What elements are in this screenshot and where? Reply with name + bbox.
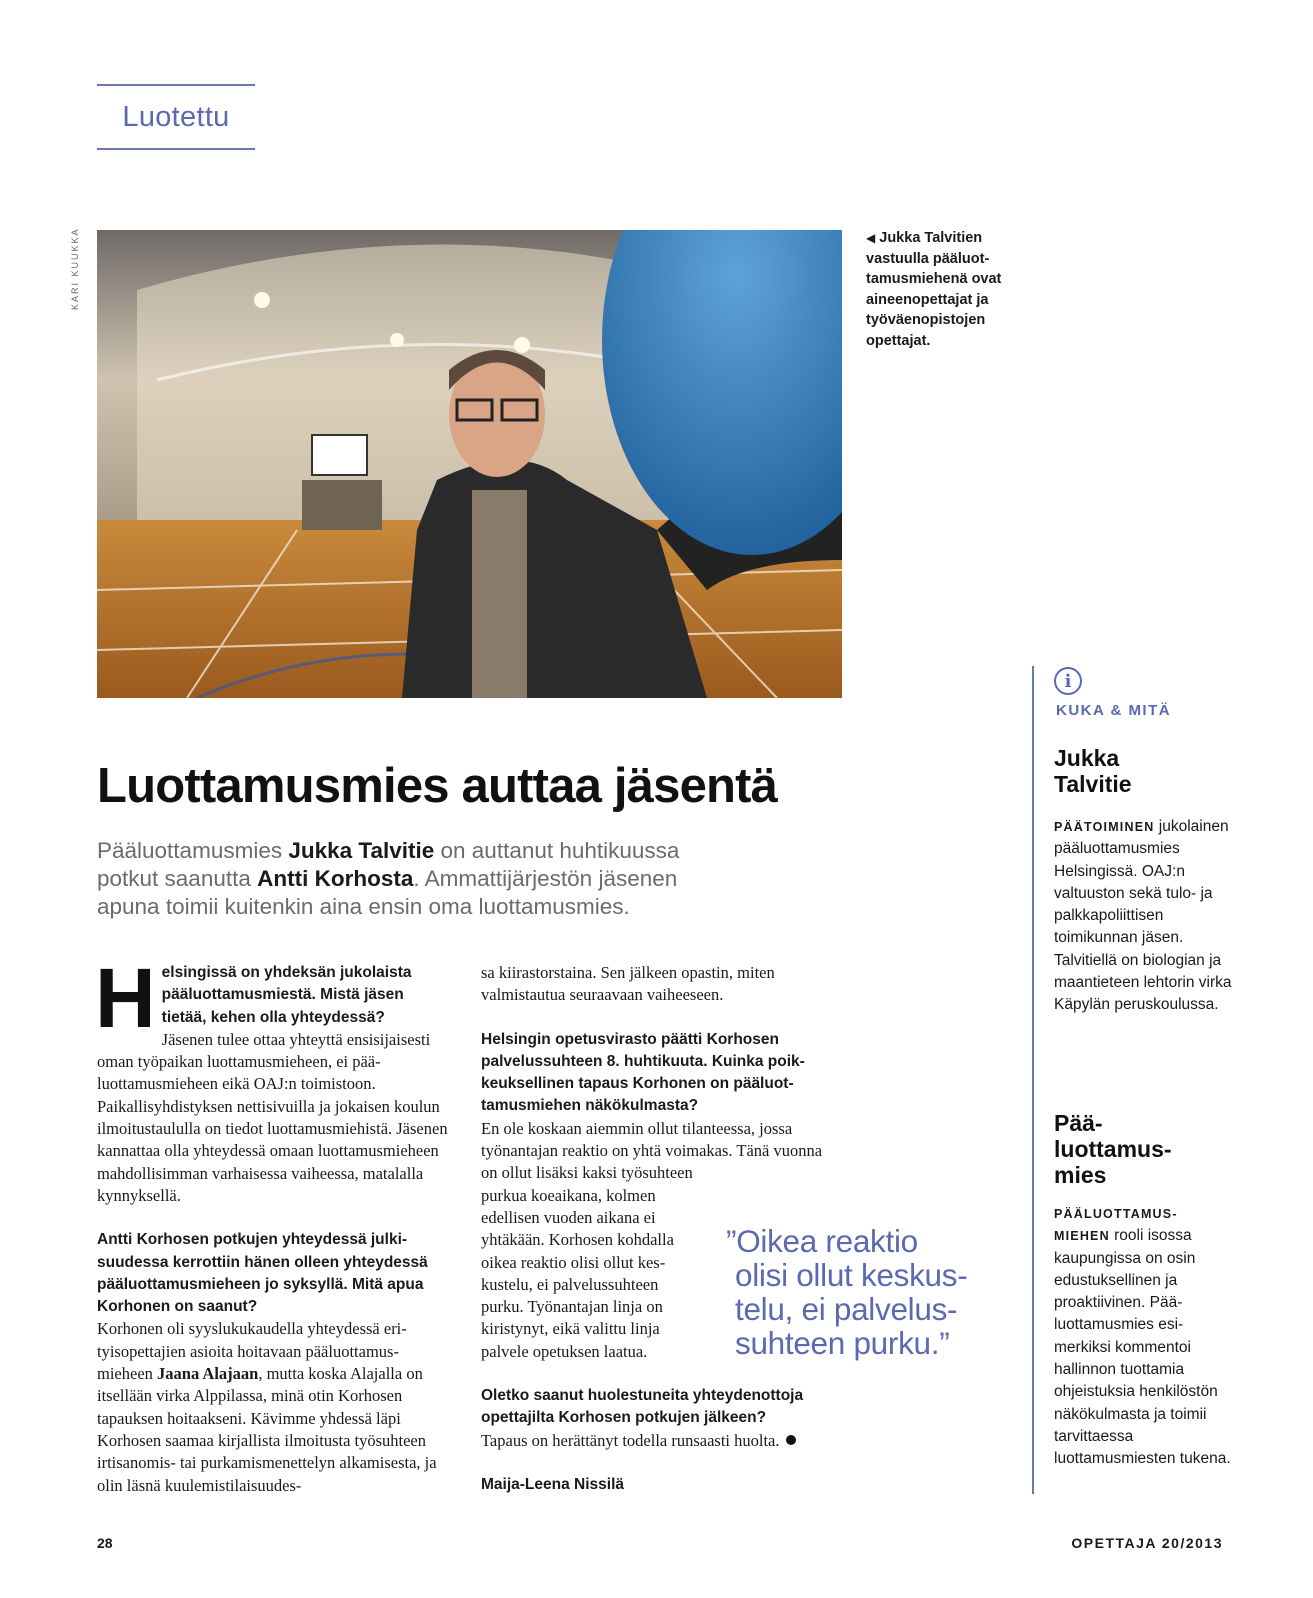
sidebar-heading-1-line-1: Jukka [1054, 745, 1120, 771]
section-tag [97, 84, 255, 150]
sidebar-paragraph-1-lead: PÄÄTOIMINEN [1054, 820, 1155, 834]
lead-text-3: . Ammattijärjestön jäsenen apuna toimii kuitenkin aina ensin oma luottamusmies. [97, 866, 678, 919]
pull-quote-line-2: olisi ollut keskus- [735, 1257, 968, 1293]
byline: Maija-Leena Nissilä [481, 1475, 625, 1493]
pull-quote [726, 1224, 986, 1360]
sidebar-paragraph-1 [1054, 816, 1234, 1017]
answer-4 [481, 1430, 833, 1452]
answer-3-wide: En ole koskaan aiemmin ollut tilanteessa, jossa työnantajan reaktio on yhtä voimakas. Tänä vuonna on ollut lisäksi kaksi työsuhteen [481, 1118, 823, 1183]
sidebar-paragraph-1-text: jukolainen pääluottamusmies Helsingissä. OAJ:n valtuuston sekä tulo- ja palkkapoliittisen toimikunnan jäsen. Talvitiellä on biologian ja maantieteen lehtorin virka Käpylän peruskoulussa. [1054, 818, 1232, 1014]
sidebar-heading-1-line-2: Talvitie [1054, 771, 1132, 797]
answer-2-continued: sa kiirastorstaina. Sen jälkeen opastin, miten valmistautua seuraavaan vaiheeseen. [481, 963, 775, 1005]
sidebar-rule [1032, 666, 1034, 1494]
lead-text-1: Pääluottamusmies [97, 838, 289, 863]
question-2: Antti Korhosen potkujen yhteydessä julkisuudessa kerrottiin hänen olleen yhteydessä pääluottamusmieheen jo syksyllä. Mitä apua Korhonen on saanut? [97, 1231, 428, 1316]
sidebar-heading-2-line-1: Pää- [1054, 1110, 1103, 1136]
sidebar-label: KUKA & MITÄ [1056, 702, 1172, 719]
drop-cap: H [95, 951, 156, 1045]
answer-2-text-1: Korhonen oli syyslukukaudella yhteydessä erityisopettajien asioita hoitavaan pääluottamusmieheen [97, 1319, 407, 1384]
sidebar-paragraph-2-lead-1: PÄÄLUOTTAMUS- [1054, 1207, 1178, 1221]
lead-name-1: Jukka Talvitie [288, 838, 435, 863]
question-3: Helsingin opetusvirasto päätti Korhosen palvelussuhteen 8. huhtikuuta. Kuinka poikkeuksellinen tapaus Korhonen on pääluottamusmiehen näkökulmasta? [481, 1030, 805, 1115]
question-1: elsingissä on yhdeksän jukolaista pääluottamusmiestä. Mistä jäsen tietää, kehen olla yhteydessä? [161, 964, 412, 1026]
question-4: Oletko saanut huolestuneita yhteydenottoja opettajilta Korhosen potkujen jälkeen? [481, 1387, 804, 1427]
pull-quote-line-1: ”Oikea reaktio [726, 1223, 918, 1259]
answer-2-text-3: alkamisesta, ja olin läsnä kuulemistilaisuudes- [97, 1453, 437, 1495]
gym-photo-illustration [97, 230, 842, 698]
photo-caption [866, 228, 1026, 351]
sidebar-paragraph-2-text: rooli isossa kaupungissa on osin edustuksellinen ja proaktiivinen. Pääluottamusmies esimerkiksi kommentoi hallinnon tuottamia ohjeistuksia henkilöstön näkökulmasta ja toimii tarvittaessa luottamusmiesten tukena. [1054, 1227, 1231, 1468]
left-arrow-icon: ◀ [866, 231, 876, 245]
sidebar-paragraph-2-lead-2: MIEHEN [1054, 1229, 1110, 1244]
pull-quote-line-4: suhteen purku.” [735, 1325, 950, 1361]
lead-text-2: on auttanut huhtikuussa potkut saanutta [97, 838, 680, 891]
lead-paragraph [97, 837, 737, 921]
info-icon: i [1054, 667, 1082, 695]
sidebar-heading-2 [1054, 1110, 1224, 1188]
answer-2-text-2: , mutta koska Alajalla on itsellään virka Alppilassa, minä otin Korhosen tapauksen hoitaakseni. Kävimme yhdessä läpi Korhosen saamaa kirjallista ilmoitusta työsuhteen irtisanomis- tai purkamismenettelyn [97, 1364, 427, 1473]
sidebar-paragraph-2 [1054, 1203, 1234, 1471]
answer-3-narrow: purkua koeaikana, kolmen edellisen vuoden aikana ei yhtäkään. Korhosen kohdalla oikea reaktio olisi ollut keskustelu, ei palvelussuhteen purku. Työnantajan linja on kiristynyt, eikä valittu linja palvele opetuksen laatua. [481, 1185, 674, 1361]
photo-credit: KARI KUUKKA [70, 227, 80, 310]
caption-text: Jukka Talvitien vastuulla pääluottamusmiehenä ovat aineenopettajat ja työväenopistojen opettajat. [866, 230, 1002, 349]
end-mark-icon [786, 1435, 796, 1445]
pull-quote-line-3: telu, ei palvelus- [735, 1291, 958, 1327]
page-number: 28 [97, 1535, 113, 1551]
answer-2 [97, 1318, 449, 1496]
answer-1: Jäsenen tulee ottaa yhteyttä ensisijaisesti oman työpaikan luottamusmieheen, ei pääluottamusmieheen eikä OAJ:n toimistoon. Paikallisyhdistyksen nettisivuilla ja jokaisen koulun ilmoitustaululla on tiedot luottamusmiehistä. Jäsenen kannattaa olla yhteydessä omaan luottamusmieheen mahdollisimman varhaisessa vaiheessa, matalalla kynnyksellä. [97, 1029, 448, 1205]
issue-label: OPETTAJA 20/2013 [1071, 1535, 1223, 1551]
sidebar-heading-1 [1054, 745, 1224, 797]
answer-2-name: Jaana Alajaan [157, 1364, 259, 1384]
article-column-1 [95, 951, 449, 1497]
article-photo [97, 230, 842, 698]
headline: Luottamusmies auttaa jäsentä [97, 759, 778, 813]
section-tag-label: Luotettu [122, 101, 230, 133]
lead-name-2: Antti Korhosta [257, 866, 414, 891]
answer-4-text: Tapaus on herättänyt todella runsaasti huolta. [481, 1430, 780, 1450]
sidebar-heading-2-line-2: luottamus- [1054, 1136, 1172, 1162]
sidebar-heading-2-line-3: mies [1054, 1162, 1107, 1188]
